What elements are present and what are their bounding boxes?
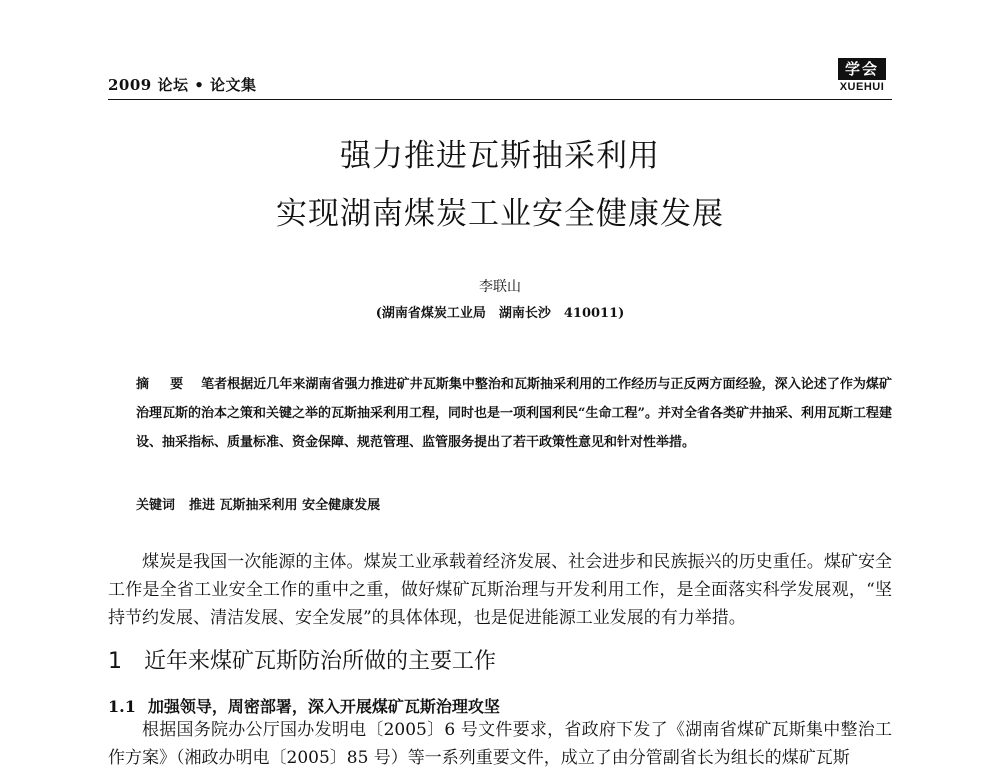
section-number: 1: [108, 649, 122, 674]
keywords-label: 关键词: [136, 498, 176, 513]
section-heading-1: [108, 644, 496, 675]
abstract-text: 笔者根据近几年来湖南省强力推进矿井瓦斯集中整治和瓦斯抽采利用的工作经历与正反两方面经验，深入论述了作为煤矿治理瓦斯的治本之策和关键之举的瓦斯抽采利用工程，同时也是一项利国利民“生命工程”。并对全省各类矿井抽采、利用瓦斯工程建设、抽采指标、质量标准、资金保障、规范管理、监管服务提出了若干政策性意见和针对性举措。: [136, 377, 892, 450]
subsection-title: 加强领导，周密部署，深入开展煤矿瓦斯治理攻坚: [147, 697, 500, 716]
keywords: [136, 494, 380, 513]
header-rule: [108, 99, 892, 100]
abstract: [136, 370, 892, 457]
intro-paragraph: 煤炭是我国一次能源的主体。煤炭工业承载着经济发展、社会进步和民族振兴的历史重任。煤矿安全工作是全省工业安全工作的重中之重，做好煤矿瓦斯治理与开发利用工作，是全面落实科学发展观，“坚持节约发展、清洁发展、安全发展”的具体体现，也是促进能源工业发展的有力举措。: [108, 552, 892, 628]
section-title: 近年来煤矿瓦斯防治所做的主要工作: [144, 649, 497, 674]
subsection-number: 1.1: [108, 697, 136, 716]
running-header: 2009 论坛 • 论文集: [108, 76, 257, 94]
keywords-text: 推进 瓦斯抽采利用 安全健康发展: [189, 498, 381, 513]
affiliation: (湖南省煤炭工业局 湖南长沙 410011): [375, 306, 625, 321]
title-line-1: 强力推进瓦斯抽采利用: [340, 138, 660, 174]
title-line-2: 实现湖南煤炭工业安全健康发展: [276, 196, 724, 232]
abstract-label: 摘 要: [136, 377, 188, 392]
logo-cn: 学会: [838, 58, 886, 80]
publisher-logo: [832, 58, 892, 93]
subsection-heading-1-1: [108, 694, 500, 717]
body-paragraph: 根据国务院办公厅国办发明电〔2005〕6 号文件要求，省政府下发了《湖南省煤矿瓦斯集中整治工作方案》（湘政办明电〔2005〕85 号）等一系列重要文件，成立了由分管副省长为组长的煤矿瓦斯: [108, 720, 892, 768]
author: 李联山: [479, 279, 521, 295]
logo-en: XUEHUI: [839, 81, 885, 93]
